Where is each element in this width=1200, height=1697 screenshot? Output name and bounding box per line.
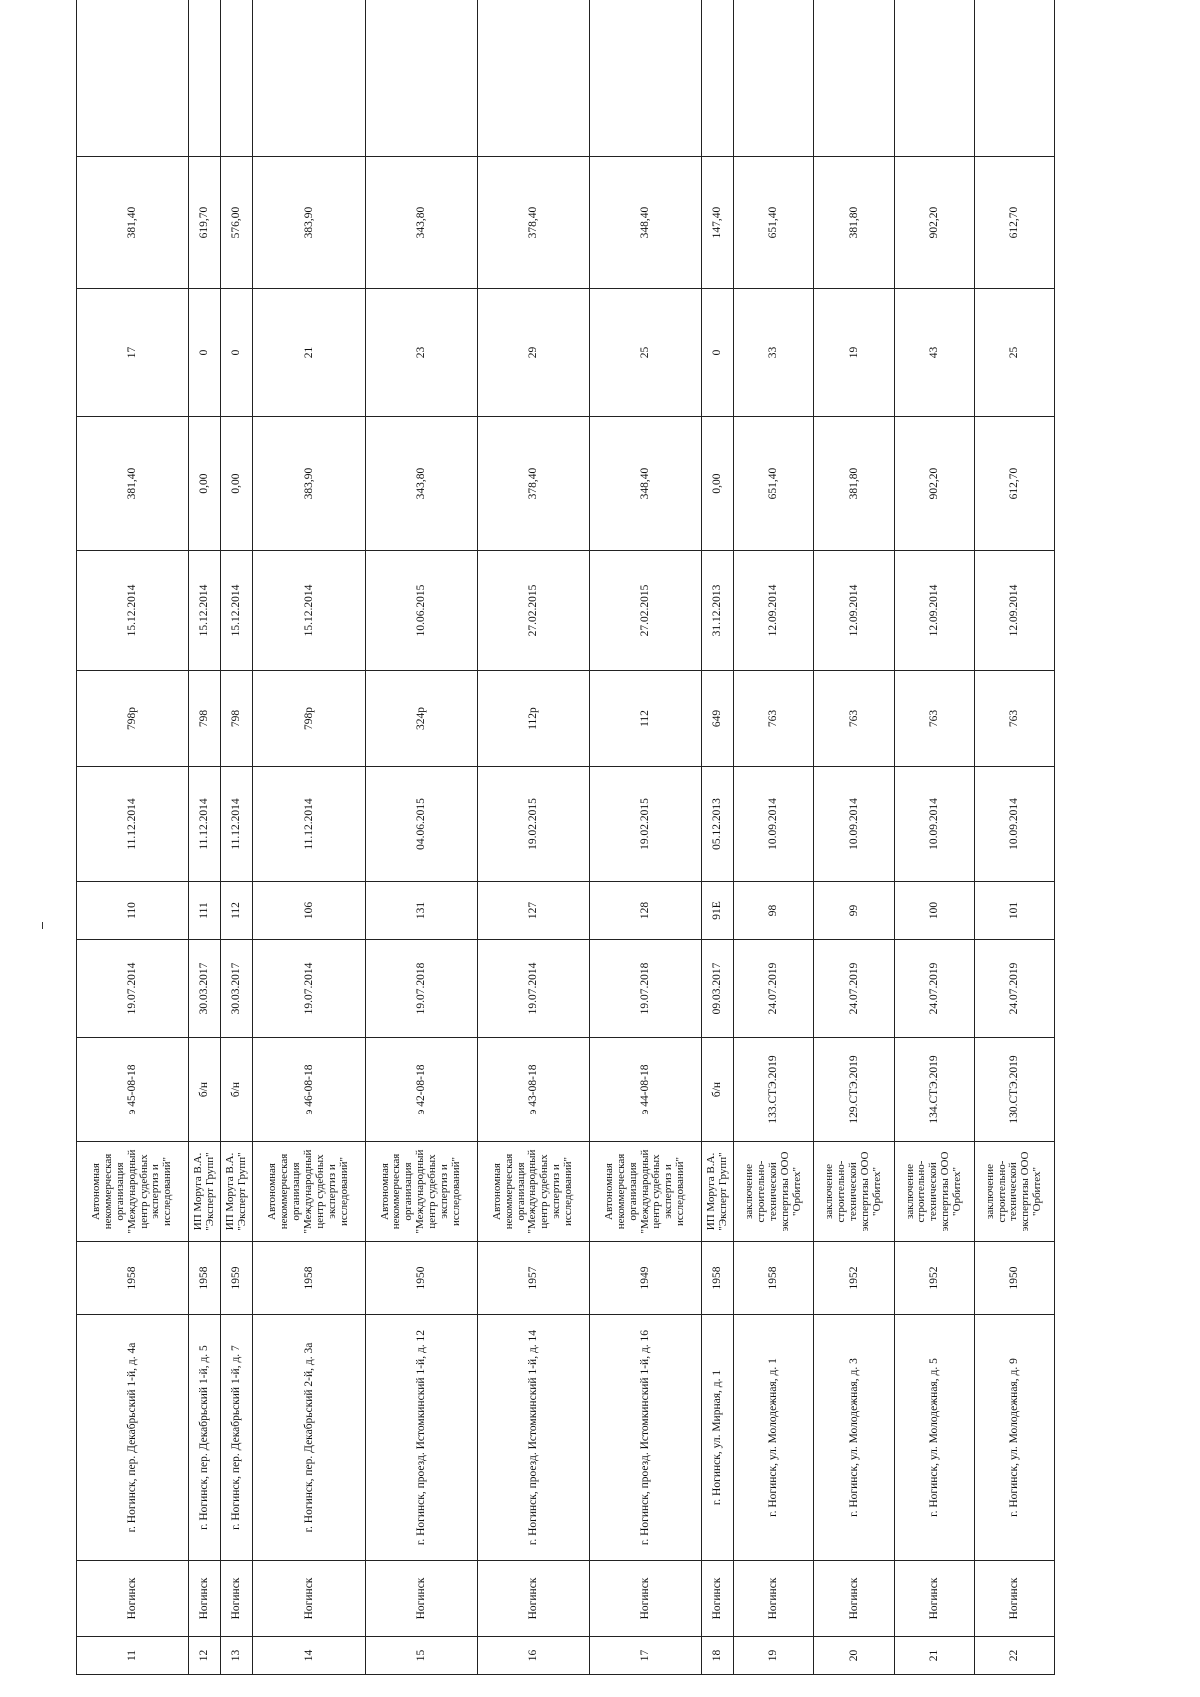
resettled-area-cell: 343,80 (365, 417, 477, 551)
resolution-date-cell: 31.12.2013 (702, 551, 734, 671)
table-row (702, 0, 734, 1675)
act-number-cell: 127 (477, 882, 589, 940)
year-built-cell: 1949 (589, 1242, 701, 1315)
resettled-count-cell: 17 (77, 289, 189, 417)
total-area-cell: 651,40 (734, 157, 814, 289)
city-cell: Ногинск (734, 1561, 814, 1637)
residents-count-cell (974, 0, 1054, 157)
act-number-cell: 100 (894, 882, 974, 940)
act-number-cell: 128 (589, 882, 701, 940)
row-number: 20 (814, 1637, 894, 1675)
resettled-count-cell: 0 (702, 289, 734, 417)
conclusion-date-cell: 24.07.2019 (814, 940, 894, 1038)
row-number: 22 (974, 1637, 1054, 1675)
residents-count-cell (477, 0, 589, 157)
year-built-cell: 1952 (894, 1242, 974, 1315)
row-number: 13 (221, 1637, 253, 1675)
act-number-cell: 110 (77, 882, 189, 940)
conclusion-number-cell: 133.СТЭ.2019 (734, 1038, 814, 1142)
resolution-number-cell: 763 (974, 671, 1054, 767)
table-body (77, 0, 1055, 1675)
conclusion-date-cell: 30.03.2017 (189, 940, 221, 1038)
table-row (589, 0, 701, 1675)
act-date-cell: 05.12.2013 (702, 767, 734, 882)
resettled-count-cell: 0 (221, 289, 253, 417)
table-row (894, 0, 974, 1675)
resettled-count-cell: 23 (365, 289, 477, 417)
total-area-cell: 383,90 (253, 157, 365, 289)
conclusion-date-cell: 19.07.2014 (77, 940, 189, 1038)
resettled-count-cell: 43 (894, 289, 974, 417)
resettled-area-cell: 0,00 (189, 417, 221, 551)
expert-org-cell: ИП Моруга В.А. "Эксперт Групп" (702, 1142, 734, 1242)
act-date-cell: 11.12.2014 (221, 767, 253, 882)
row-number: 12 (189, 1637, 221, 1675)
year-built-cell: 1950 (365, 1242, 477, 1315)
resolution-number-cell: 798 (189, 671, 221, 767)
act-date-cell: 10.09.2014 (814, 767, 894, 882)
row-number: 21 (894, 1637, 974, 1675)
expert-org-cell: заключение строительно-технической экспертизы ООО "Орбитех" (894, 1142, 974, 1242)
residents-count-cell (589, 0, 701, 157)
table-row (253, 0, 365, 1675)
total-area-cell: 381,80 (814, 157, 894, 289)
resolution-number-cell: 763 (894, 671, 974, 767)
residents-count-cell (221, 0, 253, 157)
resolution-date-cell: 15.12.2014 (189, 551, 221, 671)
city-cell: Ногинск (77, 1561, 189, 1637)
resettled-area-cell: 381,80 (814, 417, 894, 551)
total-area-cell: 378,40 (477, 157, 589, 289)
resettled-count-cell: 33 (734, 289, 814, 417)
expert-org-cell: Автономная некоммерческая организация "Международный центр судебных экспертиз и исследований" (77, 1142, 189, 1242)
resettled-count-cell: 19 (814, 289, 894, 417)
year-built-cell: 1958 (734, 1242, 814, 1315)
expert-org-cell: Автономная некоммерческая организация "Международный центр судебных экспертиз и исследований" (589, 1142, 701, 1242)
city-cell: Ногинск (814, 1561, 894, 1637)
resettled-count-cell: 25 (974, 289, 1054, 417)
address-cell: г. Ногинск, ул. Молодежная, д. 1 (734, 1315, 814, 1561)
conclusion-number-cell: э 42-08-18 (365, 1038, 477, 1142)
act-date-cell: 19.02.2015 (477, 767, 589, 882)
expert-org-cell: Автономная некоммерческая организация "Международный центр судебных экспертиз и исследований" (477, 1142, 589, 1242)
conclusion-number-cell: э 43-08-18 (477, 1038, 589, 1142)
conclusion-number-cell: э 44-08-18 (589, 1038, 701, 1142)
resolution-date-cell: 12.09.2014 (894, 551, 974, 671)
address-cell: г. Ногинск, ул. Молодежная, д. 5 (894, 1315, 974, 1561)
row-number: 16 (477, 1637, 589, 1675)
year-built-cell: 1958 (702, 1242, 734, 1315)
act-number-cell: 101 (974, 882, 1054, 940)
residents-count-cell (814, 0, 894, 157)
conclusion-number-cell: э 46-08-18 (253, 1038, 365, 1142)
resolution-date-cell: 27.02.2015 (589, 551, 701, 671)
act-number-cell: 131 (365, 882, 477, 940)
conclusion-date-cell: 19.07.2014 (477, 940, 589, 1038)
expert-org-cell: заключение строительно-технической экспертизы ООО "Орбитех" (974, 1142, 1054, 1242)
year-built-cell: 1957 (477, 1242, 589, 1315)
residents-count-cell (77, 0, 189, 157)
table-row (734, 0, 814, 1675)
resolution-date-cell: 12.09.2014 (734, 551, 814, 671)
address-cell: г. Ногинск, пер. Декабрьский 1-й, д. 7 (221, 1315, 253, 1561)
act-number-cell: 91Е (702, 882, 734, 940)
resettled-area-cell: 381,40 (77, 417, 189, 551)
city-cell: Ногинск (189, 1561, 221, 1637)
scan-mark (42, 922, 43, 929)
conclusion-number-cell: 134.СТЭ.2019 (894, 1038, 974, 1142)
resolution-number-cell: 798р (77, 671, 189, 767)
resettled-area-cell: 651,40 (734, 417, 814, 551)
resettled-area-cell: 0,00 (702, 417, 734, 551)
residents-count-cell (734, 0, 814, 157)
address-cell: г. Ногинск, проезд. Истомкинский 1-й, д. 12 (365, 1315, 477, 1561)
city-cell: Ногинск (974, 1561, 1054, 1637)
expert-org-cell: ИП Моруга В.А. "Эксперт Групп" (221, 1142, 253, 1242)
housing-register-table (76, 0, 1055, 1675)
act-number-cell: 98 (734, 882, 814, 940)
resettled-count-cell: 25 (589, 289, 701, 417)
conclusion-date-cell: 30.03.2017 (221, 940, 253, 1038)
resolution-number-cell: 763 (814, 671, 894, 767)
residents-count-cell (253, 0, 365, 157)
total-area-cell: 612,70 (974, 157, 1054, 289)
conclusion-date-cell: 19.07.2018 (365, 940, 477, 1038)
year-built-cell: 1959 (221, 1242, 253, 1315)
expert-org-cell: Автономная некоммерческая организация "Международный центр судебных экспертиз и исследований" (253, 1142, 365, 1242)
rotated-page (76, 25, 1054, 1675)
conclusion-number-cell: э 45-08-18 (77, 1038, 189, 1142)
resettled-count-cell: 21 (253, 289, 365, 417)
expert-org-cell: заключение строительно-технической экспертизы ООО "Орбитех" (814, 1142, 894, 1242)
total-area-cell: 381,40 (77, 157, 189, 289)
row-number: 15 (365, 1637, 477, 1675)
resettled-count-cell: 0 (189, 289, 221, 417)
act-date-cell: 10.09.2014 (974, 767, 1054, 882)
total-area-cell: 348,40 (589, 157, 701, 289)
act-number-cell: 112 (221, 882, 253, 940)
city-cell: Ногинск (221, 1561, 253, 1637)
address-cell: г. Ногинск, проезд. Истомкинский 1-й, д. 16 (589, 1315, 701, 1561)
address-cell: г. Ногинск, пер. Декабрьский 1-й, д. 4а (77, 1315, 189, 1561)
resolution-number-cell: 112 (589, 671, 701, 767)
year-built-cell: 1958 (77, 1242, 189, 1315)
expert-org-cell: ИП Моруга В.А. "Эксперт Групп" (189, 1142, 221, 1242)
resolution-number-cell: 763 (734, 671, 814, 767)
resolution-number-cell: 649 (702, 671, 734, 767)
table-row (77, 0, 189, 1675)
act-date-cell: 19.02.2015 (589, 767, 701, 882)
resolution-number-cell: 324р (365, 671, 477, 767)
year-built-cell: 1950 (974, 1242, 1054, 1315)
table-row (477, 0, 589, 1675)
address-cell: г. Ногинск, ул. Молодежная, д. 3 (814, 1315, 894, 1561)
residents-count-cell (702, 0, 734, 157)
total-area-cell: 343,80 (365, 157, 477, 289)
expert-org-cell: Автономная некоммерческая организация "Международный центр судебных экспертиз и исследований" (365, 1142, 477, 1242)
resolution-number-cell: 798 (221, 671, 253, 767)
address-cell: г. Ногинск, ул. Молодежная, д. 9 (974, 1315, 1054, 1561)
row-number: 18 (702, 1637, 734, 1675)
table-row (189, 0, 221, 1675)
conclusion-number-cell: б/н (702, 1038, 734, 1142)
total-area-cell: 576,00 (221, 157, 253, 289)
resettled-area-cell: 0,00 (221, 417, 253, 551)
row-number: 11 (77, 1637, 189, 1675)
residents-count-cell (894, 0, 974, 157)
city-cell: Ногинск (253, 1561, 365, 1637)
year-built-cell: 1952 (814, 1242, 894, 1315)
total-area-cell: 147,40 (702, 157, 734, 289)
act-date-cell: 11.12.2014 (77, 767, 189, 882)
total-area-cell: 902,20 (894, 157, 974, 289)
city-cell: Ногинск (477, 1561, 589, 1637)
table-row (814, 0, 894, 1675)
conclusion-date-cell: 24.07.2019 (894, 940, 974, 1038)
act-date-cell: 11.12.2014 (253, 767, 365, 882)
resolution-date-cell: 27.02.2015 (477, 551, 589, 671)
city-cell: Ногинск (894, 1561, 974, 1637)
address-cell: г. Ногинск, проезд. Истомкинский 1-й, д. 14 (477, 1315, 589, 1561)
row-number: 17 (589, 1637, 701, 1675)
table-row (974, 0, 1054, 1675)
resolution-number-cell: 112р (477, 671, 589, 767)
total-area-cell: 619,70 (189, 157, 221, 289)
act-date-cell: 10.09.2014 (734, 767, 814, 882)
conclusion-date-cell: 24.07.2019 (734, 940, 814, 1038)
address-cell: г. Ногинск, пер. Декабрьский 1-й, д. 5 (189, 1315, 221, 1561)
conclusion-number-cell: 129.СТЭ.2019 (814, 1038, 894, 1142)
city-cell: Ногинск (365, 1561, 477, 1637)
resettled-area-cell: 902,20 (894, 417, 974, 551)
act-number-cell: 106 (253, 882, 365, 940)
resolution-number-cell: 798р (253, 671, 365, 767)
conclusion-number-cell: 130.СТЭ.2019 (974, 1038, 1054, 1142)
table-row (221, 0, 253, 1675)
year-built-cell: 1958 (253, 1242, 365, 1315)
residents-count-cell (365, 0, 477, 157)
resettled-area-cell: 348,40 (589, 417, 701, 551)
resettled-area-cell: 383,90 (253, 417, 365, 551)
conclusion-date-cell: 19.07.2014 (253, 940, 365, 1038)
address-cell: г. Ногинск, ул. Мирная, д. 1 (702, 1315, 734, 1561)
conclusion-date-cell: 09.03.2017 (702, 940, 734, 1038)
resettled-count-cell: 29 (477, 289, 589, 417)
act-date-cell: 10.09.2014 (894, 767, 974, 882)
expert-org-cell: заключение строительно-технической экспертизы ООО "Орбитех" (734, 1142, 814, 1242)
table-row (365, 0, 477, 1675)
resolution-date-cell: 10.06.2015 (365, 551, 477, 671)
act-date-cell: 11.12.2014 (189, 767, 221, 882)
conclusion-number-cell: б/н (221, 1038, 253, 1142)
conclusion-date-cell: 24.07.2019 (974, 940, 1054, 1038)
city-cell: Ногинск (589, 1561, 701, 1637)
city-cell: Ногинск (702, 1561, 734, 1637)
row-number: 19 (734, 1637, 814, 1675)
year-built-cell: 1958 (189, 1242, 221, 1315)
conclusion-number-cell: б/н (189, 1038, 221, 1142)
resolution-date-cell: 15.12.2014 (221, 551, 253, 671)
act-date-cell: 04.06.2015 (365, 767, 477, 882)
resettled-area-cell: 612,70 (974, 417, 1054, 551)
address-cell: г. Ногинск, пер. Декабрьский 2-й, д. 3а (253, 1315, 365, 1561)
act-number-cell: 99 (814, 882, 894, 940)
resettled-area-cell: 378,40 (477, 417, 589, 551)
resolution-date-cell: 12.09.2014 (814, 551, 894, 671)
act-number-cell: 111 (189, 882, 221, 940)
row-number: 14 (253, 1637, 365, 1675)
resolution-date-cell: 15.12.2014 (253, 551, 365, 671)
resolution-date-cell: 12.09.2014 (974, 551, 1054, 671)
resolution-date-cell: 15.12.2014 (77, 551, 189, 671)
residents-count-cell (189, 0, 221, 157)
conclusion-date-cell: 19.07.2018 (589, 940, 701, 1038)
